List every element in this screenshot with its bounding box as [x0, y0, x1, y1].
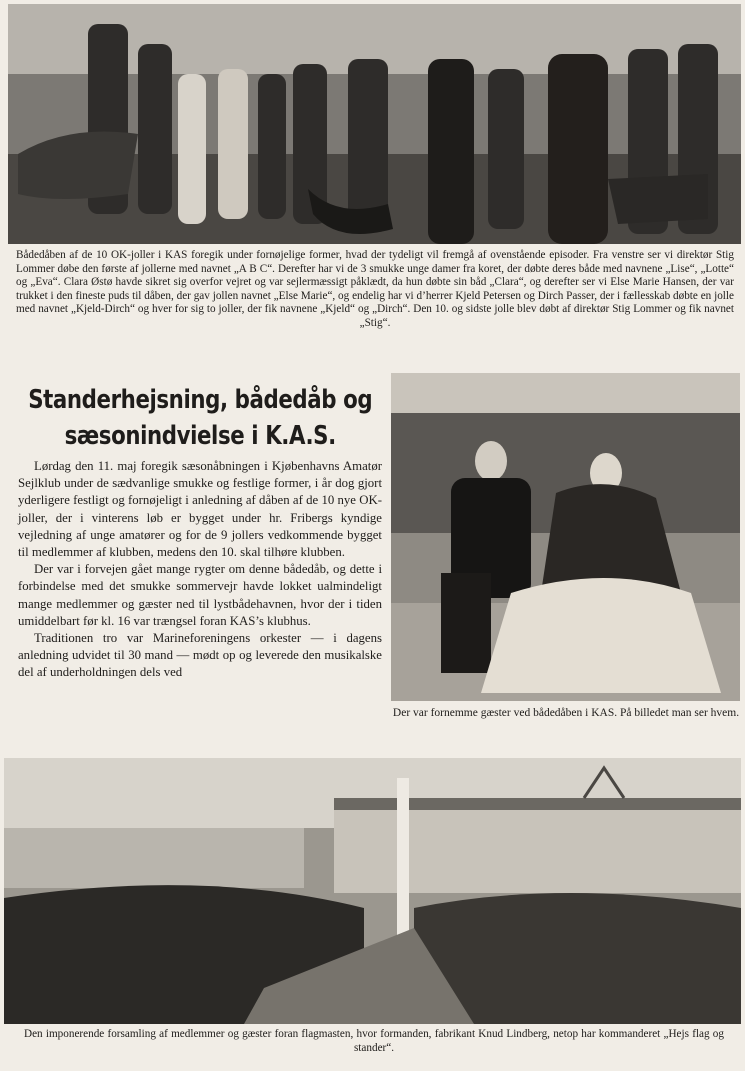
article-headline: Standerhejsning, bådedåb og sæsonindvielse i K.A.S. [28, 385, 373, 451]
photo-boat-christening-illustration [8, 4, 741, 244]
article-paragraph: Traditionen tro var Marineforeningens orkester — i dagens anledning udvidet til 30 mand — mødt op og leverede den musikalske del af underholdningen dels ved [18, 631, 382, 680]
caption-top-photo: Bådedåben af de 10 OK-joller i KAS foregik under fornøjelige former, hvad der tydeligt vil fremgå af ovenstående episoder. Fra venstre ser vi direktør Stig Lommer døbe den første af jollerne med navnet „A B C“. Derefter har vi de 3 smukke unge damer fra koret, der døbte deres både med navnene „Lise“, „Lotte“ og „Eva“. Clara Østø havde sikret sig overfor vejret og var sejlermæssigt påklædt, da hun døbte sin båd „Clara“, og derefter ser vi Else Marie Hansen, der var trukket i den fineste puds til dåben, der gav jollen navnet „Else Marie“, og endelig har vi d’herrer Kjeld Petersen og Dirch Passer, der i fællesskab døbte en jolle med navnet „Kjeld-Dirch“ og hver for sig to joller, der fik navnene „Kjeld“ og „Dirch“. Den 10. og sidste jolle blev døbt af direktør Stig Lommer og fik navnet „Stig“. [16, 249, 734, 329]
photo-guests [391, 373, 740, 701]
photo-guests-illustration [391, 373, 740, 701]
article-paragraph: Der var i forvejen gået mange rygter om denne bådedåb, og dette i forbindelse med det smukke sommervejr havde lokket ualmindeligt mange medlemmer og gæster ned til lystbådehavnen, hvor der i tiden umiddelbart før kl. 16 var trængsel foran KAS’s klubhus. [18, 562, 382, 628]
article-paragraph: Lørdag den 11. maj foregik sæsonåbningen i Kjøbenhavns Amatør Sejlklub under de sædvanlige smukke og festlige former, i år dog gjort yderligere festligt og fornøjeligt i anledning af dåben af de 10 nye OK-joller, der i vinterens løb er bygget under hr. Fribergs kyndige vejledning af unge amatører og for de 9 jollers vedkommende bygget til medlemmer af klubben, medens den 10. skal tilhøre klubben. [18, 459, 382, 560]
caption-right-photo: Der var fornemme gæster ved bådedåben i KAS. På billedet man ser hvem. [392, 707, 740, 719]
photo-flag-ceremony [4, 758, 741, 1024]
photo-boat-christening [8, 4, 741, 244]
article-body [18, 458, 382, 682]
photo-flag-ceremony-illustration [4, 758, 741, 1024]
caption-bottom-photo: Den imponerende forsamling af medlemmer og gæster foran flagmasten, hvor formanden, fabrikant Knud Lindberg, netop har kommanderet „Hejs flag og stander“. [24, 1028, 724, 1054]
